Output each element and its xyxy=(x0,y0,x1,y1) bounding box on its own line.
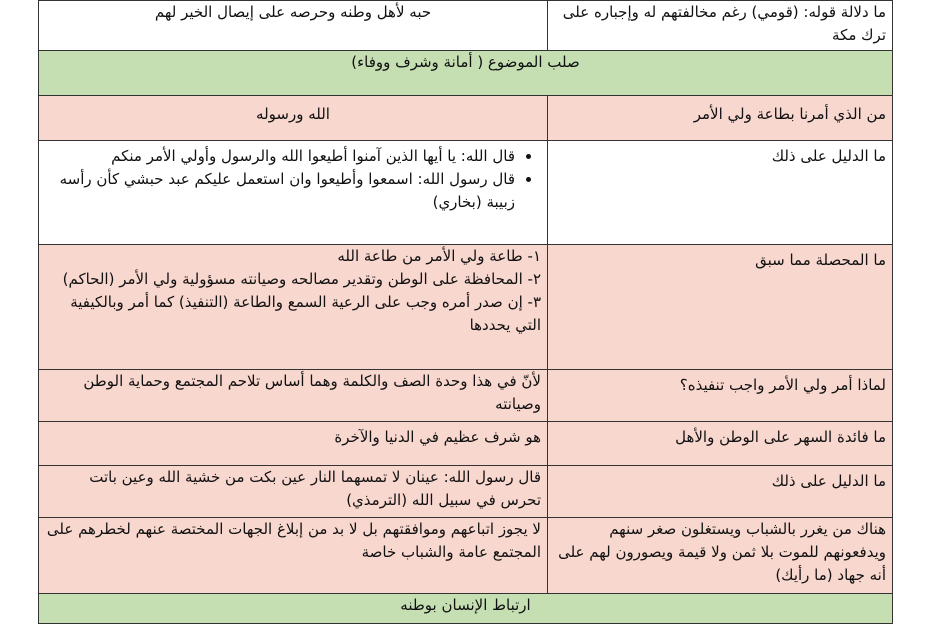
outcome-list xyxy=(45,245,541,337)
section-title: ارتباط الإنسان بوطنه xyxy=(39,594,893,624)
answer-cell: قال رسول الله: عينان لا تمسهما النار عين بكت من خشية الله وعين باتت تحرس في سبيل الله (الترمذي) xyxy=(39,466,548,518)
section-header-row xyxy=(39,51,893,96)
section-title: صلب الموضوع ( أمانة وشرف ووفاء) xyxy=(39,51,893,96)
table-row xyxy=(39,422,893,466)
list-item: ٣- إن صدر أمره وجب على الرعية السمع والطاعة (التنفيذ) كما أمر وبالكيفية التي يحددها xyxy=(70,293,541,334)
answer-cell: لأنّ في هذا وحدة الصف والكلمة وهما أساس تلاحم المجتمع وحماية الوطن وصيانته xyxy=(39,370,548,422)
answer-cell: حبه لأهل وطنه وحرصه على إيصال الخير لهم xyxy=(39,1,548,51)
answer-cell xyxy=(39,141,548,245)
list-item: ١- طاعة ولي الأمر من طاعة الله xyxy=(337,247,541,265)
question-cell: ما الدليل على ذلك xyxy=(548,141,893,245)
table-row xyxy=(39,466,893,518)
answer-cell: لا يجوز اتباعهم وموافقتهم بل لا بد من إبلاغ الجهات المختصة عنهم لخطرهم على المجتمع عامة والشباب خاصة xyxy=(39,518,548,594)
question-cell: هناك من يغرر بالشباب ويستغلون صغر سنهم ويدفعونهم للموت بلا ثمن ولا قيمة ويصورون لهم على أنه جهاد (ما رأيك) xyxy=(548,518,893,594)
section-header-row xyxy=(39,594,893,624)
list-item: ٢- المحافظة على الوطن وتقدير مصالحه وصيانته مسؤولية ولي الأمر (الحاكم) xyxy=(62,270,541,288)
evidence-list xyxy=(45,145,541,214)
list-item: • قال الله: يا أيها الذين آمنوا أطيعوا الله والرسول وأولي الأمر منكم xyxy=(45,145,515,168)
worksheet-table xyxy=(38,0,893,624)
question-cell: ما دلالة قوله: (قومي) رغم مخالفتهم له وإجباره على ترك مكة xyxy=(548,1,893,51)
question-cell: لماذا أمر ولي الأمر واجب تنفيذه؟ xyxy=(548,370,893,422)
table-row xyxy=(39,245,893,370)
table-row xyxy=(39,141,893,245)
answer-cell xyxy=(39,245,548,370)
answer-cell: الله ورسوله xyxy=(39,96,548,141)
table-row xyxy=(39,518,893,594)
question-cell: ما فائدة السهر على الوطن والأهل xyxy=(548,422,893,466)
table-row xyxy=(39,96,893,141)
question-cell: ما المحصلة مما سبق xyxy=(548,245,893,370)
question-cell: ما الدليل على ذلك xyxy=(548,466,893,518)
table-row xyxy=(39,370,893,422)
list-item: • قال رسول الله: اسمعوا وأطيعوا وان استعمل عليكم عبد حبشي كأن رأسه زبيبة (بخاري) xyxy=(45,168,515,214)
question-cell: من الذي أمرنا بطاعة ولي الأمر xyxy=(548,96,893,141)
table-row xyxy=(39,1,893,51)
answer-cell: هو شرف عظيم في الدنيا والآخرة xyxy=(39,422,548,466)
